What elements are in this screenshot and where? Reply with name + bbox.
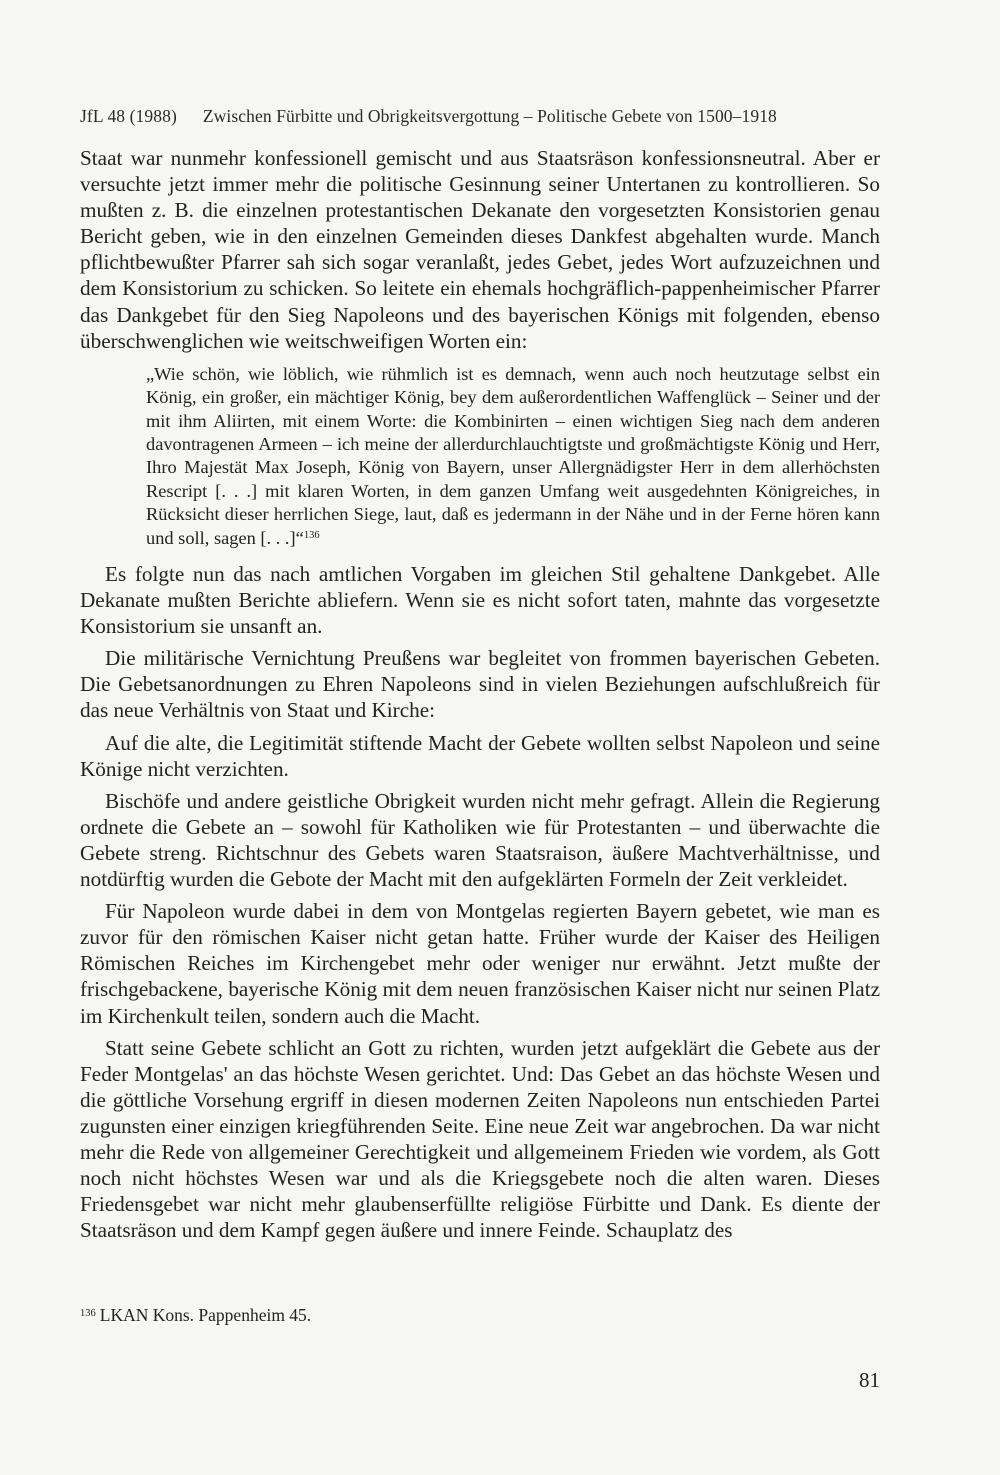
- paragraph-5: Bischöfe und andere geistliche Obrigkeit wurden nicht mehr gefragt. Allein die Regierung ordnete die Gebete an – sowohl für Katholiken wie für Protestanten – und überwachte die Gebete streng. Richtschnur des Gebets waren Staatsraison, äußere Machtverhältnisse, und notdürftig wurden die Gebote der Macht mit den aufgeklärten Formeln der Zeit verkleidet.: [80, 788, 880, 892]
- main-text: [80, 145, 880, 1243]
- paragraph-2: Es folgte nun das nach amtlichen Vorgaben im gleichen Stil gehaltene Dankgebet. Alle Dekanate mußten Berichte abliefern. Wenn sie es nicht sofort taten, mahnte das vorgesetzte Konsistorium sie unsanft an.: [80, 562, 880, 639]
- page-number: 81: [859, 1368, 880, 1392]
- running-header: [80, 106, 880, 127]
- paragraph-6: Für Napoleon wurde dabei in dem von Montgelas regierten Bayern gebetet, wie man es zuvor für den römischen Kaiser nicht getan hatte. Früher wurde der Kaiser des Heiligen Römischen Reiches im Kirchengebet mehr oder weniger nur erwähnt. Jetzt mußte der frischgebackene, bayerische König mit dem neuen französischen Kaiser nicht nur seinen Platz im Kirchenkult teilen, sondern auch die Macht.: [80, 899, 880, 1028]
- footnote: [80, 1305, 311, 1326]
- running-title: Zwischen Fürbitte und Obrigkeitsvergottung – Politische Gebete von 1500–1918: [202, 106, 777, 126]
- block-quote: [146, 363, 880, 550]
- quote-text: „Wie schön, wie löblich, wie rühmlich ist es demnach, wenn auch noch heutzutage selbst ein König, ein großer, ein mächtiger König, bey dem außerordentlichen Waffenglück – Seiner und der mit ihm Aliirten, mit einem Worte: die Kombinirten – einen wichtigen Sieg nach dem anderen davontragenen Armeen – ich meine der allerdurchlauchtigtste und großmächtigste König und Herr, Ihro Majestät Max Joseph, König von Bayern, unser Allergnädigster Herr in dem allerhöchsten Rescript [. . .] mit klaren Worten, in dem ganzen Umfang weit ausgedehnten Königreiches, in Rücksicht dieser herrlichen Siege, laut, daß es jedermann in der Nähe und in der Ferne hören kann und soll, sagen [. . .]“: [146, 363, 880, 548]
- footnote-number: 136: [80, 1308, 96, 1319]
- paragraph-4: Auf die alte, die Legitimität stiftende Macht der Gebete wollten selbst Napoleon und seine Könige nicht verzichten.: [80, 730, 880, 781]
- footnote-text: LKAN Kons. Pappenheim 45.: [99, 1305, 312, 1325]
- journal-reference: JfL 48 (1988): [80, 106, 177, 126]
- paragraph-3: Die militärische Vernichtung Preußens war begleitet von frommen bayerischen Gebeten. Die Gebetsanordnungen zu Ehren Napoleons sind in vielen Beziehungen aufschlußreich für das neue Verhältnis von Staat und Kirche:: [80, 646, 880, 723]
- paragraph-1: Staat war nunmehr konfessionell gemischt und aus Staatsräson konfessionsneutral. Aber er versuchte jetzt immer mehr die politische Gesinnung seiner Untertanen zu kontrollieren. So mußten z. B. die einzelnen protestantischen Dekanate den vorgesetzten Konsistorien genau Bericht geben, wie in den einzelnen Gemeinden dieses Dankfest abgehalten wurde. Manch pflichtbewußter Pfarrer sah sich sogar veranlaßt, jedes Gebet, jedes Wort aufzuzeichnen und dem Konsistorium zu schicken. So leitete ein ehemals hochgräflich-pappenheimischer Pfarrer das Dankgebet für den Sieg Napoleons und des bayerischen Königs mit folgenden, ebenso überschwenglichen wie weitschweifigen Worten ein:: [80, 146, 880, 353]
- paragraph-7: Statt seine Gebete schlicht an Gott zu richten, wurden jetzt aufgeklärt die Gebete aus der Feder Montgelas' an das höchste Wesen gerichtet. Und: Das Gebet an das höchste Wesen und die göttliche Vorsehung ergriff in diesen modernen Zeiten Napoleons nun entschieden Partei zugunsten einer einzigen kriegführenden Seite. Eine neue Zeit war angebrochen. Da war nicht mehr die Rede von allgemeiner Gerechtigkeit und allgemeinem Frieden wie vordem, als Gott noch nicht höchstes Wesen war und als die Kriegsgebete noch die alten waren. Dieses Friedensgebet war nicht mehr glaubenserfüllte religiöse Fürbitte und Dank. Es diente der Staatsräson und dem Kampf gegen äußere und innere Feinde. Schauplatz des: [80, 1035, 880, 1243]
- footnote-reference[interactable]: 136: [303, 529, 320, 541]
